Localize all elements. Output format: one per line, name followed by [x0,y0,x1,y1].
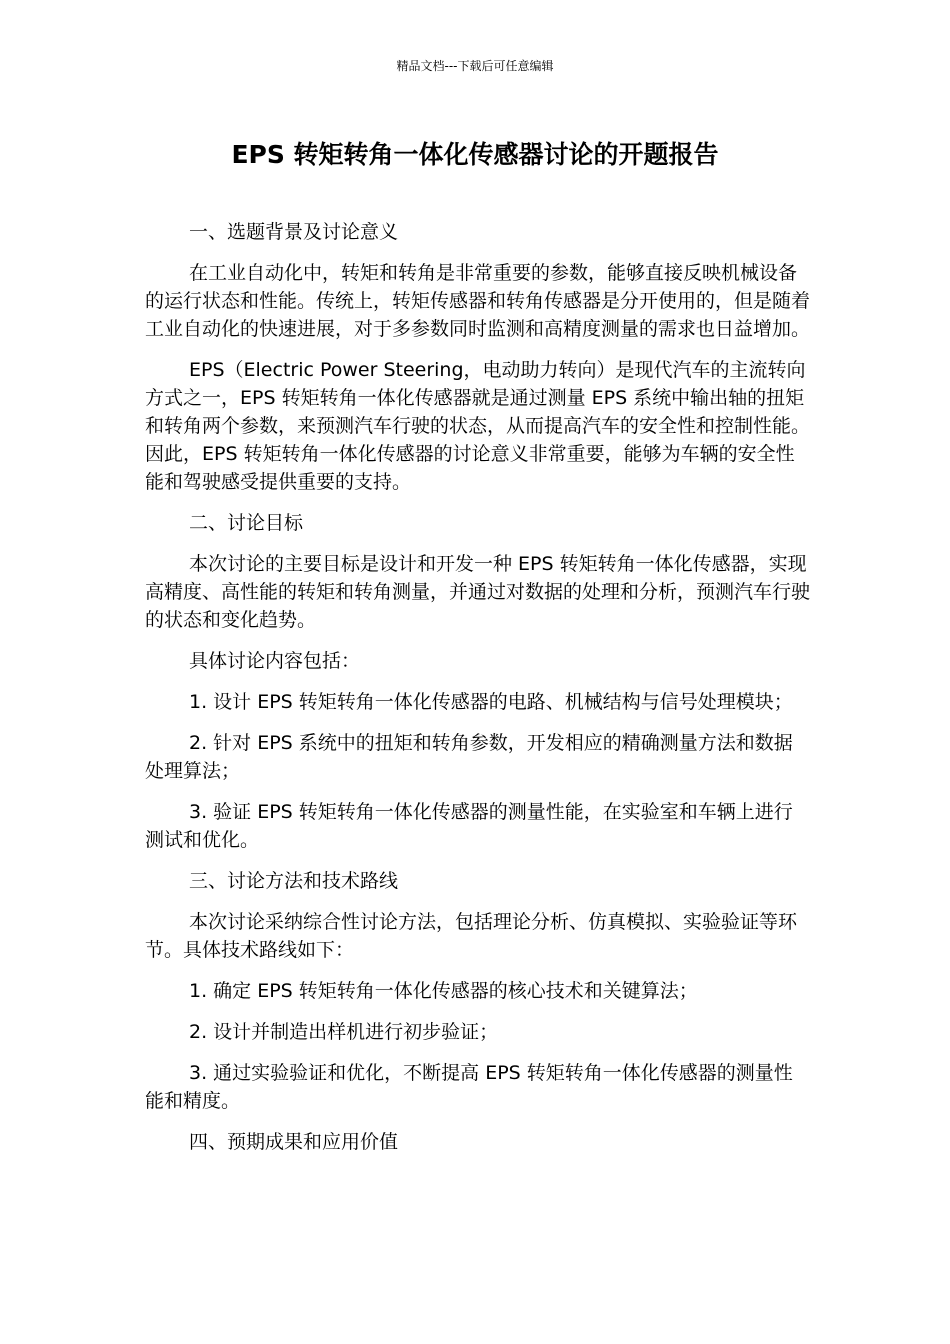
paragraph: 在工业自动化中，转矩和转角是非常重要的参数，能够直接反映机械设备的运行状态和性能。传统上，转矩传感器和转角传感器是分开使用的，但是随着工业自动化的快速进展，对于多参数同时监测和高精度测量的需求也日益增加。 [145,262,811,340]
paragraph: EPS（Electric Power Steering，电动助力转向）是现代汽车的主流转向方式之一，EPS 转矩转角一体化传感器就是通过测量 EPS 系统中输出轴的扭矩和转角两个参数，来预测汽车行驶的状态，从而提高汽车的安全性和控制性能。因此，EPS 转矩转角一体化传感器的讨论意义非常重要，能够为车辆的安全性能和驾驶感受提供重要的支持。 [145,359,811,493]
header-note: 精品文档---下载后可任意编辑 [396,59,554,73]
paragraph: 本次讨论采纳综合性讨论方法，包括理论分析、仿真模拟、实验验证等环节。具体技术路线如下： [145,911,798,961]
list-item: 2. 针对 EPS 系统中的扭矩和转角参数，开发相应的精确测量方法和数据处理算法； [145,732,793,782]
section-heading-goals: 二、讨论目标 [189,512,304,534]
document-title: EPS 转矩转角一体化传感器讨论的开题报告 [231,140,719,169]
list-item: 1. 确定 EPS 转矩转角一体化传感器的核心技术和关键算法； [189,980,698,1002]
paragraph: 具体讨论内容包括： [189,650,361,672]
section-heading-background: 一、选题背景及讨论意义 [189,221,399,243]
section-heading-methods: 三、讨论方法和技术路线 [189,870,399,892]
paragraph: 本次讨论的主要目标是设计和开发一种 EPS 转矩转角一体化传感器，实现高精度、高性能的转矩和转角测量，并通过对数据的处理和分析，预测汽车行驶的状态和变化趋势。 [145,553,811,631]
list-item: 1. 设计 EPS 转矩转角一体化传感器的电路、机械结构与信号处理模块； [189,691,793,713]
section-heading-outcomes: 四、预期成果和应用价值 [189,1131,399,1153]
list-item: 2. 设计并制造出样机进行初步验证； [189,1021,499,1043]
document-body [145,218,810,1169]
list-item: 3. 通过实验验证和优化，不断提高 EPS 转矩转角一体化传感器的测量性能和精度。 [145,1062,793,1112]
list-item: 3. 验证 EPS 转矩转角一体化传感器的测量性能，在实验室和车辆上进行测试和优化。 [145,801,793,851]
